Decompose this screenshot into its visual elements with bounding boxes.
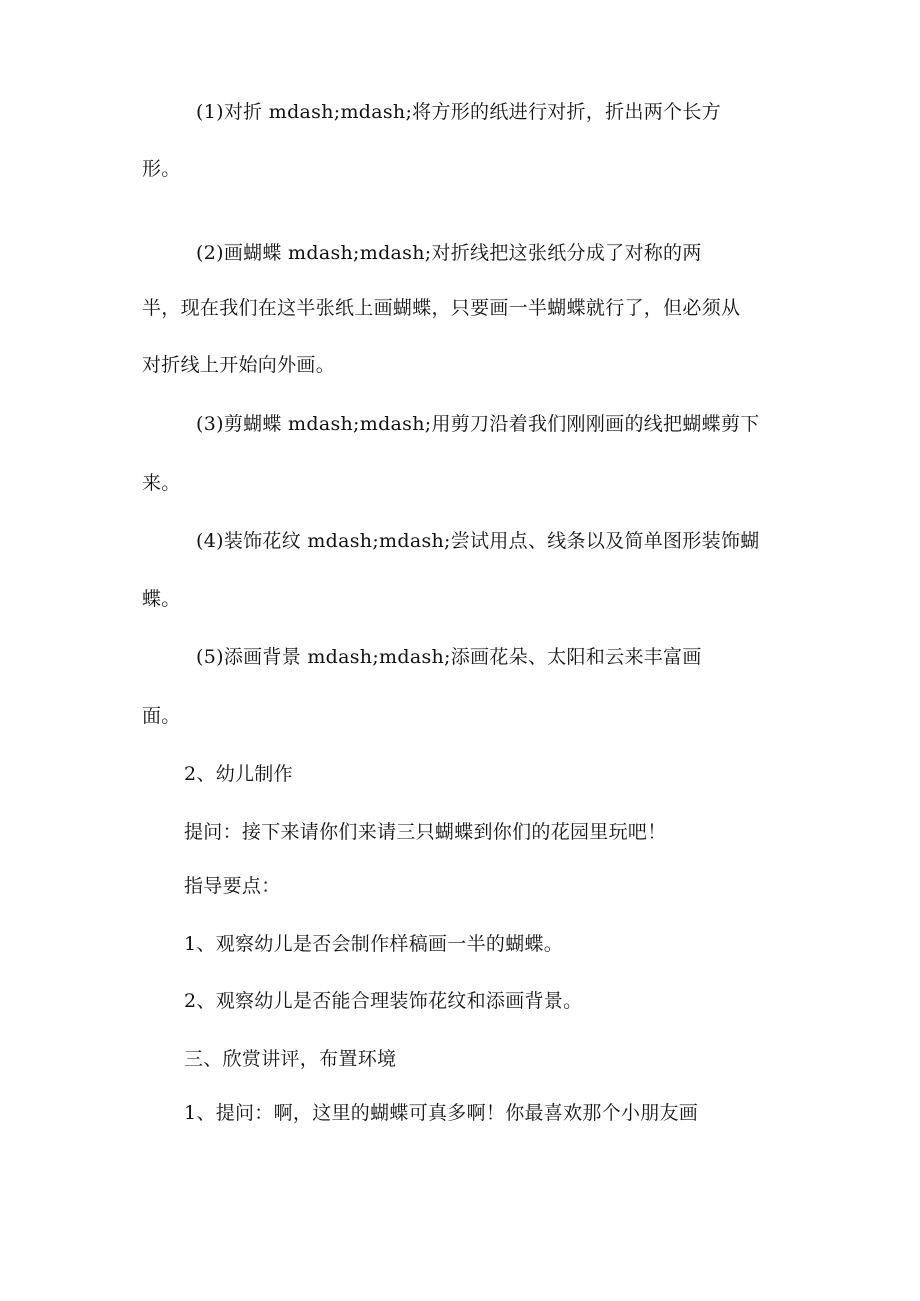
step-2-draw-line-2: 半，现在我们在这半张纸上画蝴蝶，只要画一半蝴蝶就行了，但必须从: [142, 297, 741, 319]
guidance-point-2: 2、观察幼儿是否能合理装饰花纹和添画背景。: [184, 990, 583, 1012]
step-1-fold-line-1: (1)对折 mdash;mdash;将方形的纸进行对折，折出两个长方: [196, 101, 721, 123]
step-4-decorate-line-2: 蝶。: [142, 588, 181, 610]
step-2-draw-line-1: (2)画蝴蝶 mdash;mdash;对折线把这张纸分成了对称的两: [196, 242, 702, 264]
step-5-background-line-1: (5)添画背景 mdash;mdash;添画花朵、太阳和云来丰富画: [196, 646, 702, 668]
step-3-cut-line-2: 来。: [142, 472, 181, 494]
step-5-background-line-2: 面。: [142, 705, 181, 727]
guidance-point-1: 1、观察幼儿是否会制作样稿画一半的蝴蝶。: [184, 933, 564, 955]
step-4-decorate-line-1: (4)装饰花纹 mdash;mdash;尝试用点、线条以及简单图形装饰蝴: [196, 530, 760, 552]
step-1-fold-line-2: 形。: [142, 158, 181, 180]
question-text: 提问：接下来请你们来请三只蝴蝶到你们的花园里玩吧！: [184, 821, 667, 843]
review-question: 1、提问：啊，这里的蝴蝶可真多啊！你最喜欢那个小朋友画: [184, 1102, 699, 1124]
section-heading-review: 三、欣赏讲评，布置环境: [184, 1048, 397, 1070]
section-heading-child-making: 2、幼儿制作: [184, 763, 293, 785]
step-3-cut-line-1: (3)剪蝴蝶 mdash;mdash;用剪刀沿着我们刚刚画的线把蝴蝶剪下: [196, 413, 760, 435]
step-2-draw-line-3: 对折线上开始向外画。: [142, 354, 336, 376]
guidance-heading: 指导要点：: [184, 875, 281, 897]
